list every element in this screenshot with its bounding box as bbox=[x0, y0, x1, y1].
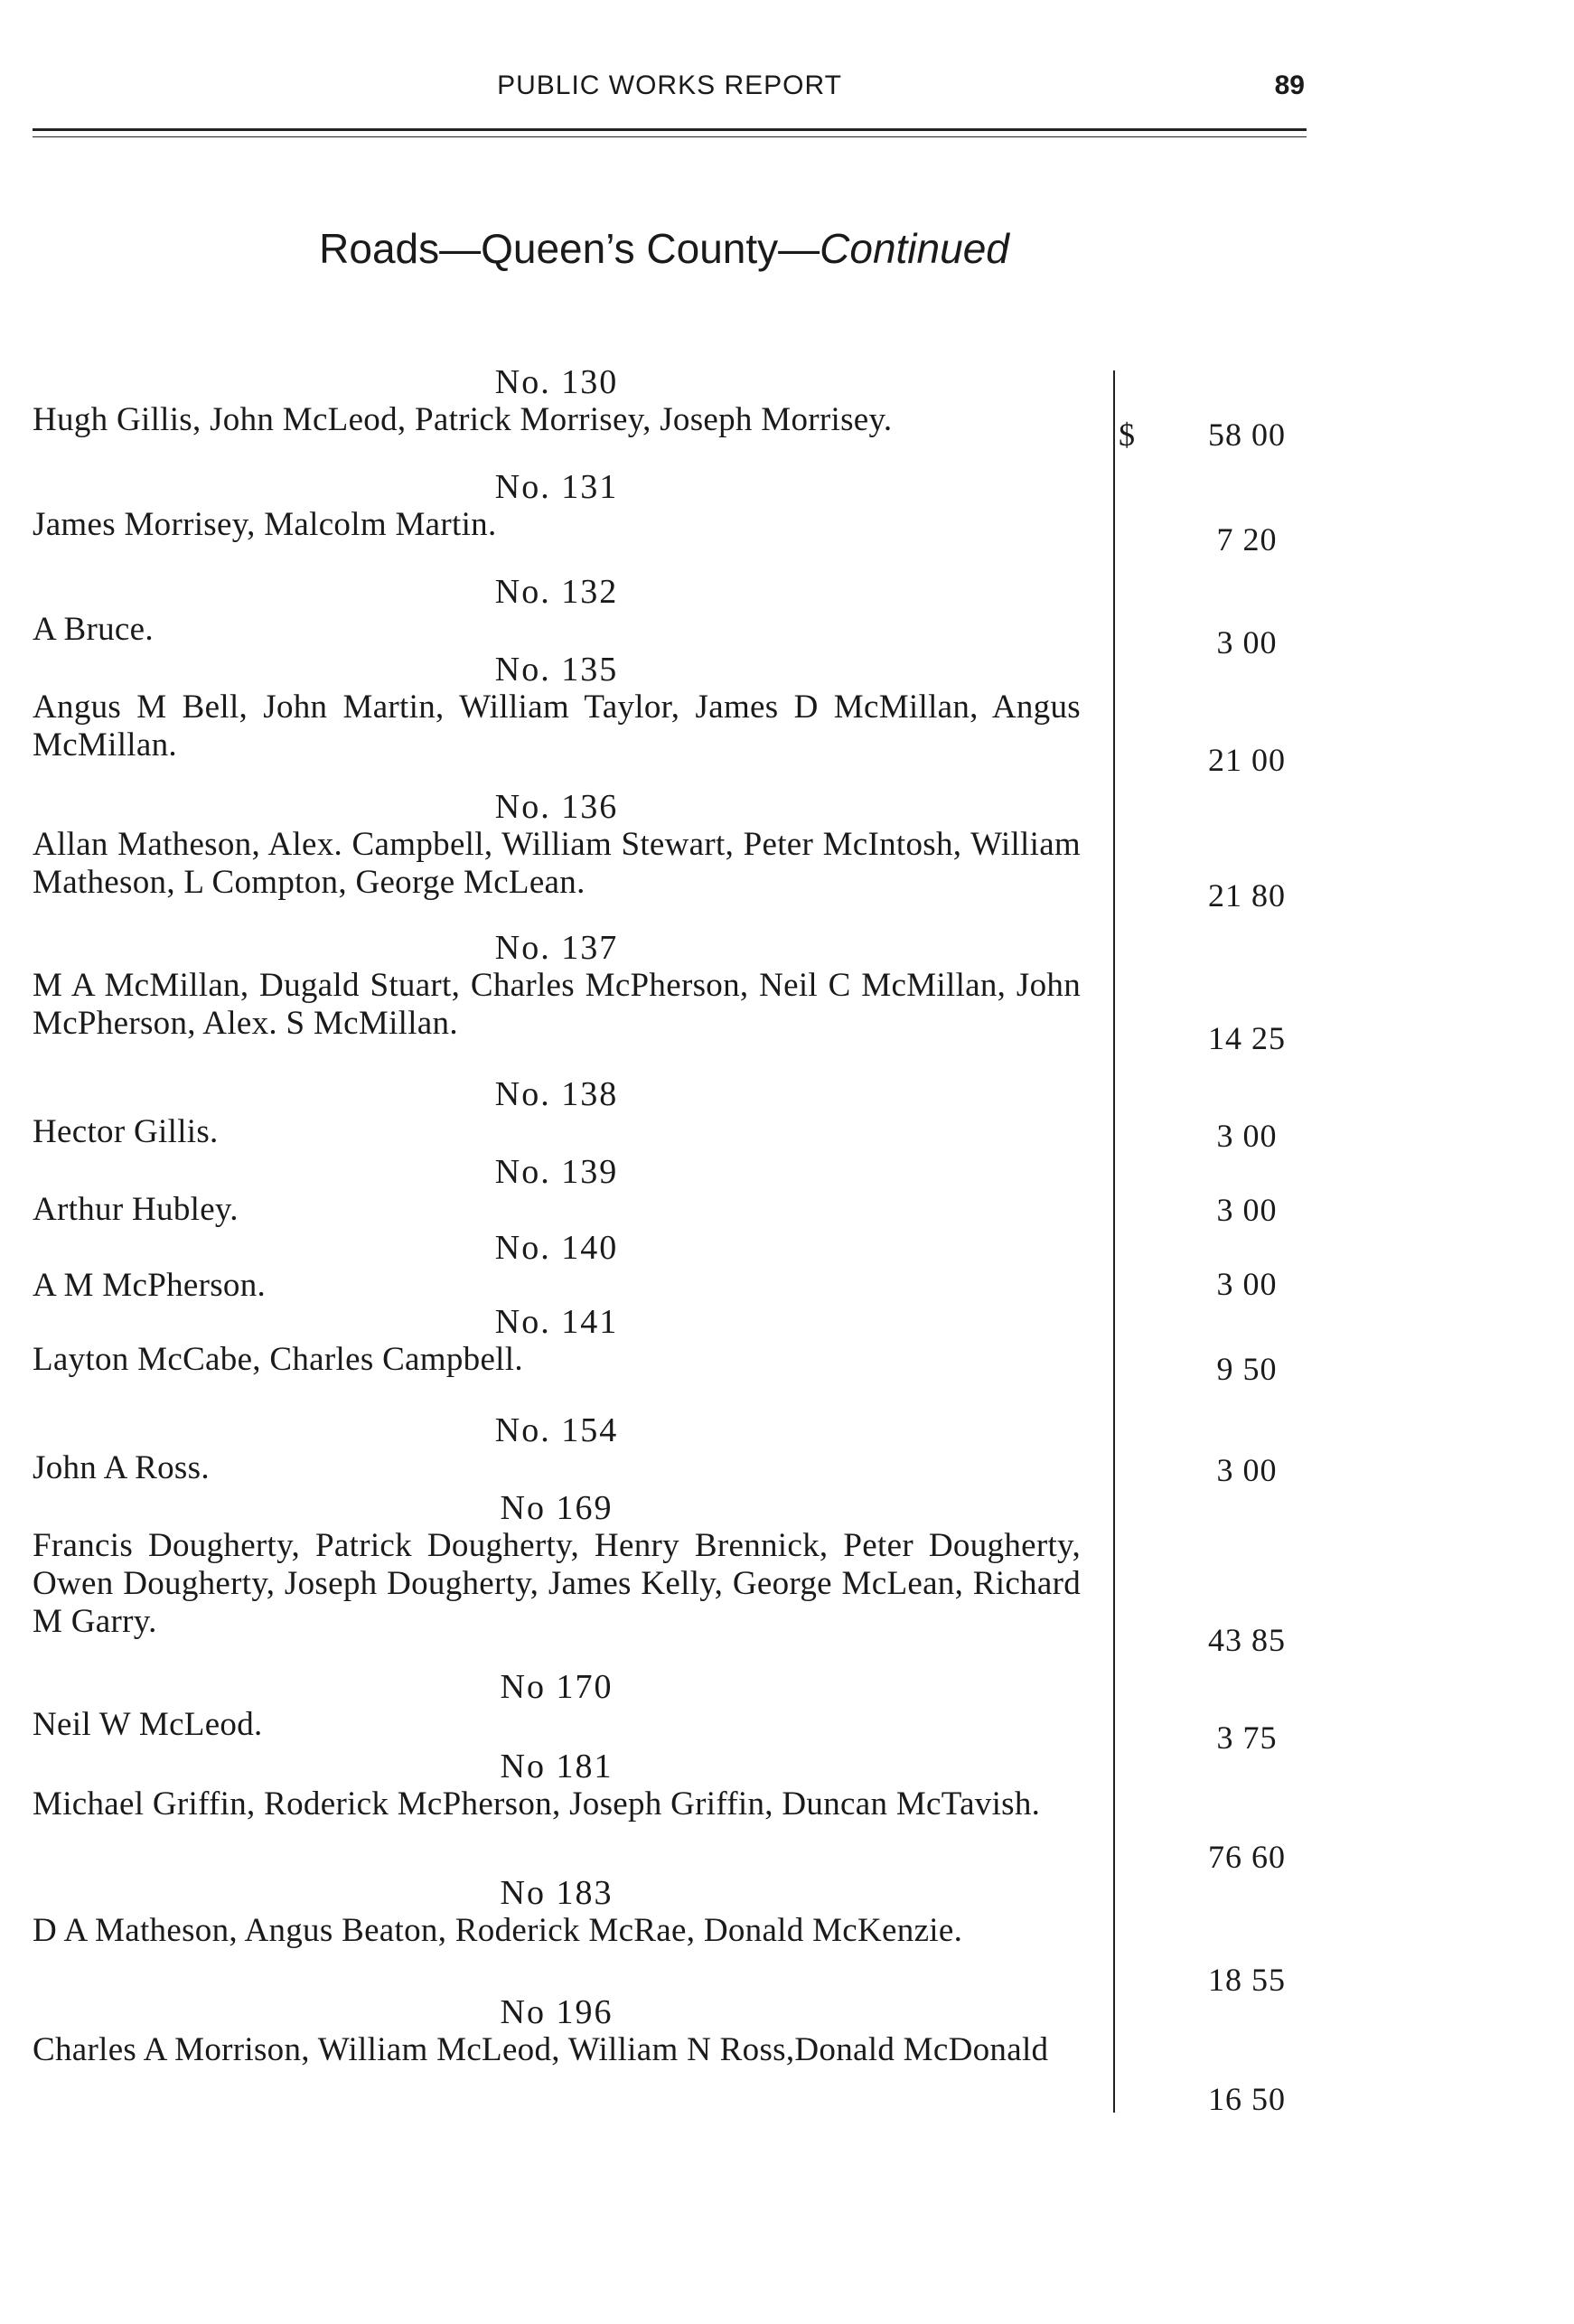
entry-number: No 181 bbox=[500, 1748, 614, 1785]
entry-amount: 7 20 bbox=[1216, 521, 1278, 558]
running-head bbox=[33, 70, 1307, 116]
entry-130 bbox=[33, 363, 1081, 439]
entry-number: No 196 bbox=[500, 1993, 614, 2031]
entry-132 bbox=[33, 573, 1081, 649]
currency-symbol: $ bbox=[1119, 417, 1135, 453]
amount-column-rule bbox=[1113, 370, 1115, 2113]
section-title-continued: Continued bbox=[820, 225, 1009, 272]
entry-names: Francis Dougherty, Patrick Dougherty, Henry Brennick, Peter Dougherty, Owen Dougherty, Joseph Dougherty, James Kelly, George McLean, Richard M Garry. bbox=[33, 1527, 1081, 1640]
running-head-title: PUBLIC WORKS REPORT bbox=[497, 70, 842, 100]
section-title-main: Roads—Queen’s County— bbox=[319, 225, 820, 272]
entry-number: No. 135 bbox=[494, 651, 619, 689]
entry-amount: 3 00 bbox=[1216, 1118, 1278, 1154]
entry-amount: 3 75 bbox=[1216, 1720, 1278, 1756]
entry-137 bbox=[33, 929, 1081, 1043]
entry-amount: 3 00 bbox=[1216, 624, 1278, 661]
header-rule-thick bbox=[33, 128, 1307, 131]
entry-names: Hector Gillis. bbox=[33, 1113, 219, 1150]
entry-names: Neil W McLeod. bbox=[33, 1706, 263, 1743]
entry-131 bbox=[33, 468, 1081, 544]
entry-number: No 170 bbox=[500, 1668, 614, 1706]
page-number: 89 bbox=[1274, 70, 1305, 100]
entry-140 bbox=[33, 1229, 1081, 1305]
entry-names: Michael Griffin, Roderick McPherson, Joseph Griffin, Duncan McTavish. bbox=[33, 1785, 1041, 1823]
entry-number: No 183 bbox=[500, 1874, 614, 1912]
entry-number: No. 136 bbox=[494, 788, 619, 826]
entry-names: A Bruce. bbox=[33, 611, 154, 648]
entry-number: No. 130 bbox=[494, 363, 619, 401]
entry-number: No 169 bbox=[500, 1489, 614, 1527]
entry-135 bbox=[33, 651, 1081, 764]
entry-183 bbox=[33, 1874, 1081, 1950]
entry-names: John A Ross. bbox=[33, 1449, 210, 1486]
entry-170 bbox=[33, 1668, 1081, 1744]
entry-amount: 3 00 bbox=[1216, 1452, 1278, 1488]
entry-181 bbox=[33, 1748, 1081, 1823]
entry-amount: 14 25 bbox=[1208, 1020, 1286, 1056]
entry-169 bbox=[33, 1489, 1081, 1641]
entry-names: Charles A Morrison, William McLeod, William N Ross,Donald McDonald bbox=[33, 2031, 1049, 2068]
entry-number: No. 137 bbox=[494, 929, 619, 967]
entry-amount: 43 85 bbox=[1208, 1622, 1286, 1658]
entry-number: No. 141 bbox=[494, 1303, 619, 1341]
entry-number: No. 140 bbox=[494, 1229, 619, 1267]
entry-amount: 9 50 bbox=[1216, 1351, 1278, 1387]
entry-196 bbox=[33, 1993, 1081, 2069]
entry-names: Angus M Bell, John Martin, William Taylor, James D McMillan, Angus McMillan. bbox=[33, 689, 1081, 764]
entry-154 bbox=[33, 1411, 1081, 1487]
entry-names: A M McPherson. bbox=[33, 1267, 267, 1304]
section-title bbox=[0, 224, 1328, 273]
entry-names: Allan Matheson, Alex. Campbell, William Stewart, Peter McIntosh, William Matheson, L Compton, George McLean. bbox=[33, 826, 1081, 901]
entry-names: M A McMillan, Dugald Stuart, Charles McPherson, Neil C McMillan, John McPherson, Alex. S McMillan. bbox=[33, 967, 1081, 1042]
entry-names: James Morrisey, Malcolm Martin. bbox=[33, 506, 497, 543]
entry-amount: 58 00 bbox=[1208, 417, 1286, 453]
entry-number: No. 154 bbox=[494, 1411, 619, 1449]
entry-amount: 18 55 bbox=[1208, 1962, 1286, 1998]
header-rule-thin bbox=[33, 136, 1307, 137]
entry-names: D A Matheson, Angus Beaton, Roderick McRae, Donald McKenzie. bbox=[33, 1912, 963, 1949]
entry-amount: 76 60 bbox=[1208, 1839, 1286, 1875]
entry-amount: 16 50 bbox=[1208, 2081, 1286, 2117]
entry-139 bbox=[33, 1153, 1081, 1229]
entry-number: No. 139 bbox=[494, 1153, 619, 1191]
entry-number: No. 132 bbox=[494, 573, 619, 611]
entry-138 bbox=[33, 1075, 1081, 1151]
entry-amount: 21 00 bbox=[1208, 742, 1286, 778]
entry-names: Layton McCabe, Charles Campbell. bbox=[33, 1341, 523, 1378]
entry-number: No. 138 bbox=[494, 1075, 619, 1113]
entry-names: Arthur Hubley. bbox=[33, 1191, 239, 1228]
entry-amount: 3 00 bbox=[1216, 1192, 1278, 1228]
entry-amount: 3 00 bbox=[1216, 1266, 1278, 1302]
entry-names: Hugh Gillis, John McLeod, Patrick Morrisey, Joseph Morrisey. bbox=[33, 401, 893, 438]
entry-number: No. 131 bbox=[494, 468, 619, 506]
entry-136 bbox=[33, 788, 1081, 902]
entry-amount: 21 80 bbox=[1208, 877, 1286, 914]
entry-141 bbox=[33, 1303, 1081, 1379]
